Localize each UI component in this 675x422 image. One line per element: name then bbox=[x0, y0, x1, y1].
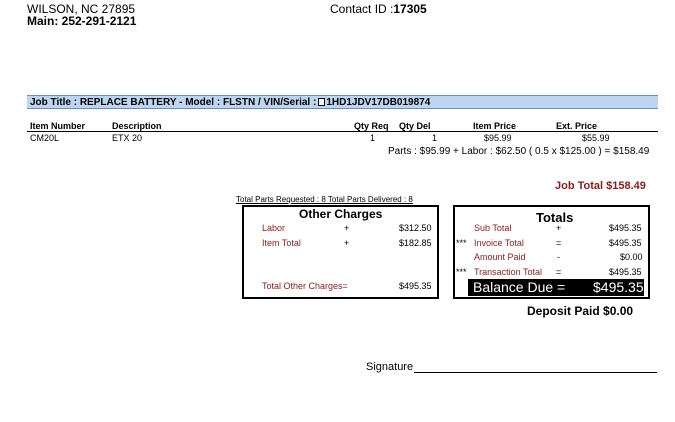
col-header-item-number: Item Number bbox=[30, 121, 86, 131]
table-header-rule bbox=[27, 131, 658, 132]
total-other-charges-label: Total Other Charges= bbox=[262, 281, 348, 291]
main-phone: Main: 252-291-2121 bbox=[27, 14, 137, 28]
transaction-total-op: = bbox=[556, 267, 562, 277]
amount-paid-op: - bbox=[557, 252, 560, 262]
item-total-value: $182.85 bbox=[399, 238, 432, 248]
job-title-text: Job Title : REPLACE BATTERY - Model : FLSTN / VIN/Serial : bbox=[30, 97, 317, 108]
cell-item-number: CM20L bbox=[30, 133, 60, 143]
sub-total-value: $495.35 bbox=[609, 223, 642, 233]
job-title-bar bbox=[27, 95, 658, 109]
item-total-label: Item Total bbox=[262, 238, 301, 248]
contact-id-label: Contact ID : bbox=[330, 2, 394, 16]
labor-label: Labor bbox=[262, 223, 286, 233]
sub-total-op: + bbox=[556, 223, 562, 233]
invoice-total-op: = bbox=[556, 238, 562, 248]
col-header-qty-req: Qty Req bbox=[354, 121, 389, 131]
cell-qty-req: 1 bbox=[370, 133, 376, 143]
transaction-total-marker: *** bbox=[456, 267, 467, 277]
invoice-total-marker: *** bbox=[456, 238, 467, 248]
city-line: WILSON, NC 27895 bbox=[27, 2, 136, 16]
other-charges-title: Other Charges bbox=[299, 207, 383, 221]
labor-op: + bbox=[344, 223, 350, 233]
transaction-total-value: $495.35 bbox=[609, 267, 642, 277]
parts-labor-summary: Parts : $95.99 + Labor : $62.50 ( 0.5 x $125.00 ) = $158.49 bbox=[388, 146, 650, 157]
amount-paid-value: $0.00 bbox=[620, 252, 643, 262]
signature-line[interactable] bbox=[414, 372, 657, 373]
total-other-charges-value: $495.35 bbox=[399, 281, 432, 291]
vin-value: 1HD1JDV17DB019874 bbox=[326, 97, 431, 108]
col-header-qty-del: Qty Del bbox=[399, 121, 431, 131]
col-header-description: Description bbox=[112, 121, 162, 131]
signature-label: Signature bbox=[366, 361, 414, 373]
invoice-total-label: Invoice Total bbox=[474, 238, 524, 248]
transaction-total-label: Transaction Total bbox=[474, 267, 543, 277]
col-header-item-price: Item Price bbox=[473, 121, 517, 131]
col-header-ext-price: Ext. Price bbox=[556, 121, 598, 131]
cell-ext-price: $55.99 bbox=[582, 133, 610, 143]
labor-value: $312.50 bbox=[399, 223, 432, 233]
invoice-total-value: $495.35 bbox=[609, 238, 642, 248]
item-total-op: + bbox=[344, 238, 350, 248]
job-total: Job Total $158.49 bbox=[555, 180, 646, 192]
other-charges-box bbox=[242, 205, 439, 299]
cell-qty-del: 1 bbox=[432, 133, 438, 143]
amount-paid-label: Amount Paid bbox=[474, 252, 526, 262]
balance-due-value: $495.35 bbox=[593, 279, 644, 295]
deposit-paid: Deposit Paid $0.00 bbox=[527, 304, 634, 318]
checkbox-glyph-icon bbox=[318, 98, 325, 106]
contact-id bbox=[330, 2, 427, 16]
cell-description: ETX 20 bbox=[112, 133, 143, 143]
balance-due-label: Balance Due = bbox=[473, 279, 566, 295]
cell-item-price: $95.99 bbox=[484, 133, 512, 143]
contact-id-value: 17305 bbox=[393, 2, 427, 16]
balance-due-bar bbox=[468, 279, 644, 296]
parts-requested-summary: Total Parts Requested : 8 Total Parts Delivered : 8 bbox=[236, 195, 413, 204]
sub-total-label: Sub Total bbox=[474, 223, 512, 233]
totals-title: Totals bbox=[536, 210, 574, 225]
